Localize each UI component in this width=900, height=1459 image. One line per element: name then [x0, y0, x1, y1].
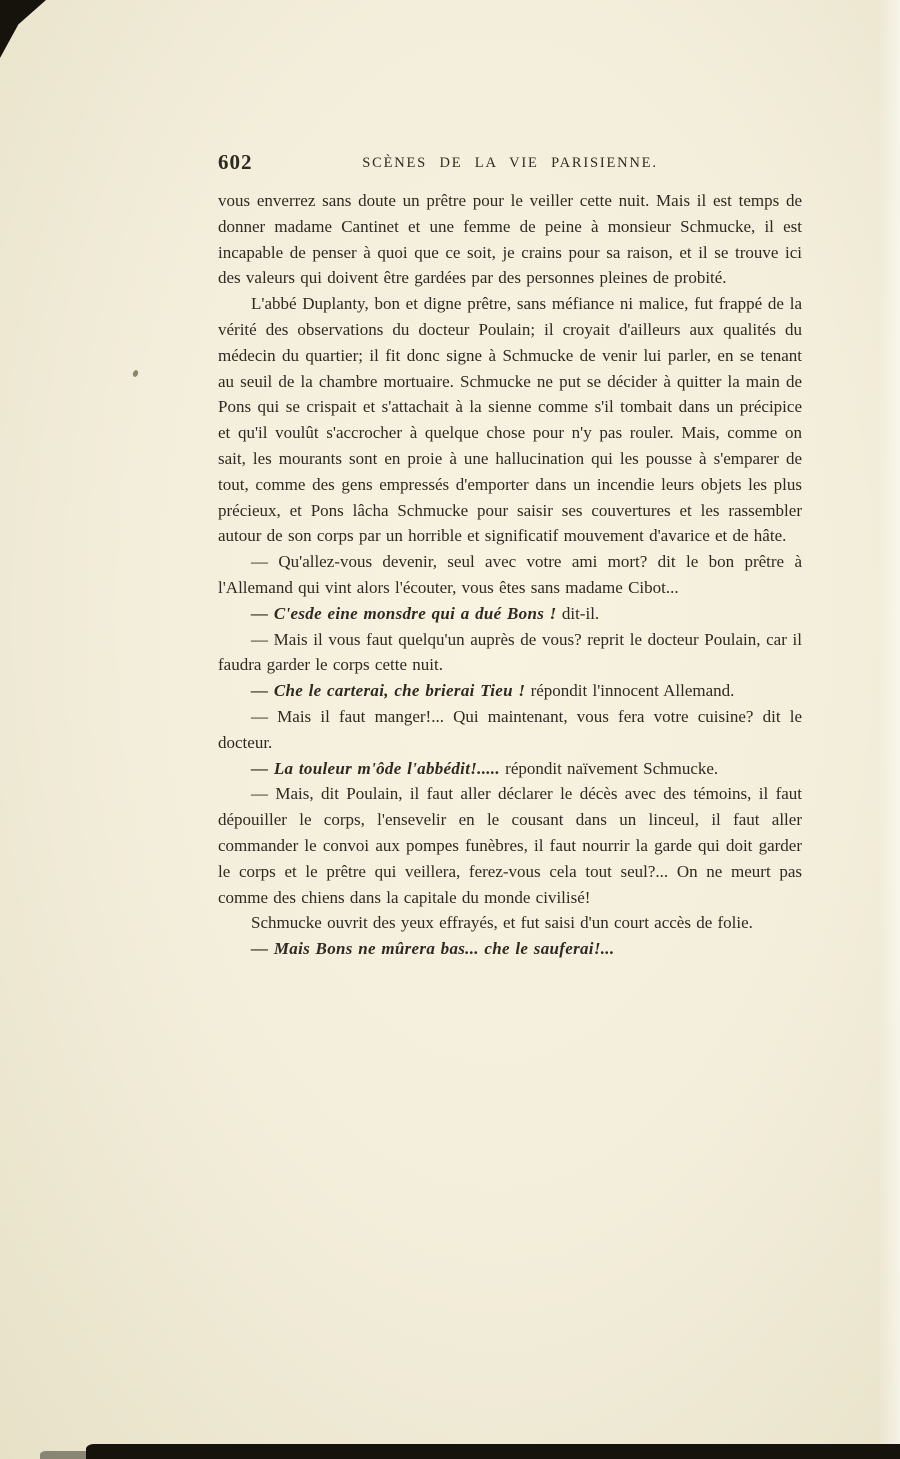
- body-text: — Mais il faut manger!... Qui maintenant, vous fera votre cuisine? dit le docteur.: [218, 706, 802, 752]
- paragraph: [218, 704, 802, 756]
- body-text: — Qu'allez-vous devenir, seul avec votre ami mort? dit le bon prêtre à l'Allemand qui vint alors l'écouter, vous êtes sans madame Cibot...: [218, 552, 802, 597]
- paragraph: [218, 910, 802, 936]
- paragraph: [218, 756, 802, 782]
- scan-artifact-bottom-faint: [40, 1451, 100, 1459]
- body-text: Schmucke ouvrit des yeux effrayés, et fut saisi d'un court accès de folie.: [251, 913, 753, 933]
- scan-artifact-bottom-band: [86, 1444, 900, 1459]
- body-text: vous enverrez sans doute un prêtre pour le veiller cette nuit. Mais il est temps de donner madame Cantinet et une femme de peine à monsieur Schmucke, il est incapable de penser à quoi que ce soit, je crains pour sa raison, et il se trouve ici des valeurs qui doivent être gardées par des personnes pleines de probité.: [218, 191, 802, 288]
- body-text: dit-il.: [556, 603, 600, 623]
- paragraph: [218, 936, 802, 962]
- dialogue-italic-text: — La touleur m'ôde l'abbédit!.....: [251, 758, 500, 778]
- dialogue-italic-text: — C'esde eine monsdre qui a dué Bons !: [251, 603, 557, 623]
- body-text: L'abbé Duplanty, bon et digne prêtre, sans méfiance ni malice, fut frappé de la vérité des observations du docteur Poulain; il croyait d'ailleurs aux qualités du médecin du quartier; il fit donc signe à Schmucke de venir lui parler, en se tenant au seuil de la chambre mortuaire. Schmucke ne put se décider à quitter la main de Pons qui se crispait et s'attachait à la sienne comme s'il tombait dans un précipice et qu'il voulût s'accrocher à quelque chose pour n'y pas rouler. Mais, comme on sait, les mourants sont en proie à une hallucination qui les pousse à s'emparer de tout, comme des gens empressés d'emporter dans un incendie leurs objets les plus précieux, et Pons lâcha Schmucke pour saisir ses couvertures et les rassembler autour de son corps par un horrible et significatif mouvement d'avarice et de hâte.: [218, 294, 802, 546]
- scan-edge-highlight: [878, 0, 900, 1459]
- paragraph: [218, 627, 802, 679]
- page-number: 602: [218, 150, 253, 174]
- body-text: répondit naïvement Schmucke.: [499, 758, 719, 778]
- paragraph: [218, 678, 802, 704]
- page-body: [218, 188, 802, 962]
- paragraph: [218, 601, 802, 627]
- body-text: — Mais, dit Poulain, il faut aller déclarer le décès avec des témoins, il faut dépouiller le corps, l'ensevelir en le cousant dans un linceul, il faut aller commander le convoi aux pompes funèbres, il faut nourrir la garde qui doit garder le corps et le prêtre qui veillera, ferez-vous cela tout seul?... On ne meurt pas comme des chiens dans la capitale du monde civilisé!: [218, 784, 802, 907]
- dialogue-italic-text: — Mais Bons ne mûrera bas... che le sauferai!...: [251, 939, 615, 959]
- running-header: SCÈNES DE LA VIE PARISIENNE.: [362, 155, 658, 171]
- paragraph: [218, 188, 802, 291]
- dialogue-italic-text: — Che le carterai, che brierai Tieu !: [251, 681, 526, 701]
- paragraph: [218, 291, 802, 549]
- body-text: — Mais il vous faut quelqu'un auprès de vous? reprit le docteur Poulain, car il faudra garder le corps cette nuit.: [218, 629, 802, 675]
- scan-artifact-corner: [0, 0, 46, 58]
- paper-speck: [132, 369, 139, 377]
- paragraph: [218, 549, 802, 601]
- body-text: répondit l'innocent Allemand.: [525, 681, 735, 701]
- page-header: [218, 148, 802, 178]
- paragraph: [218, 781, 802, 910]
